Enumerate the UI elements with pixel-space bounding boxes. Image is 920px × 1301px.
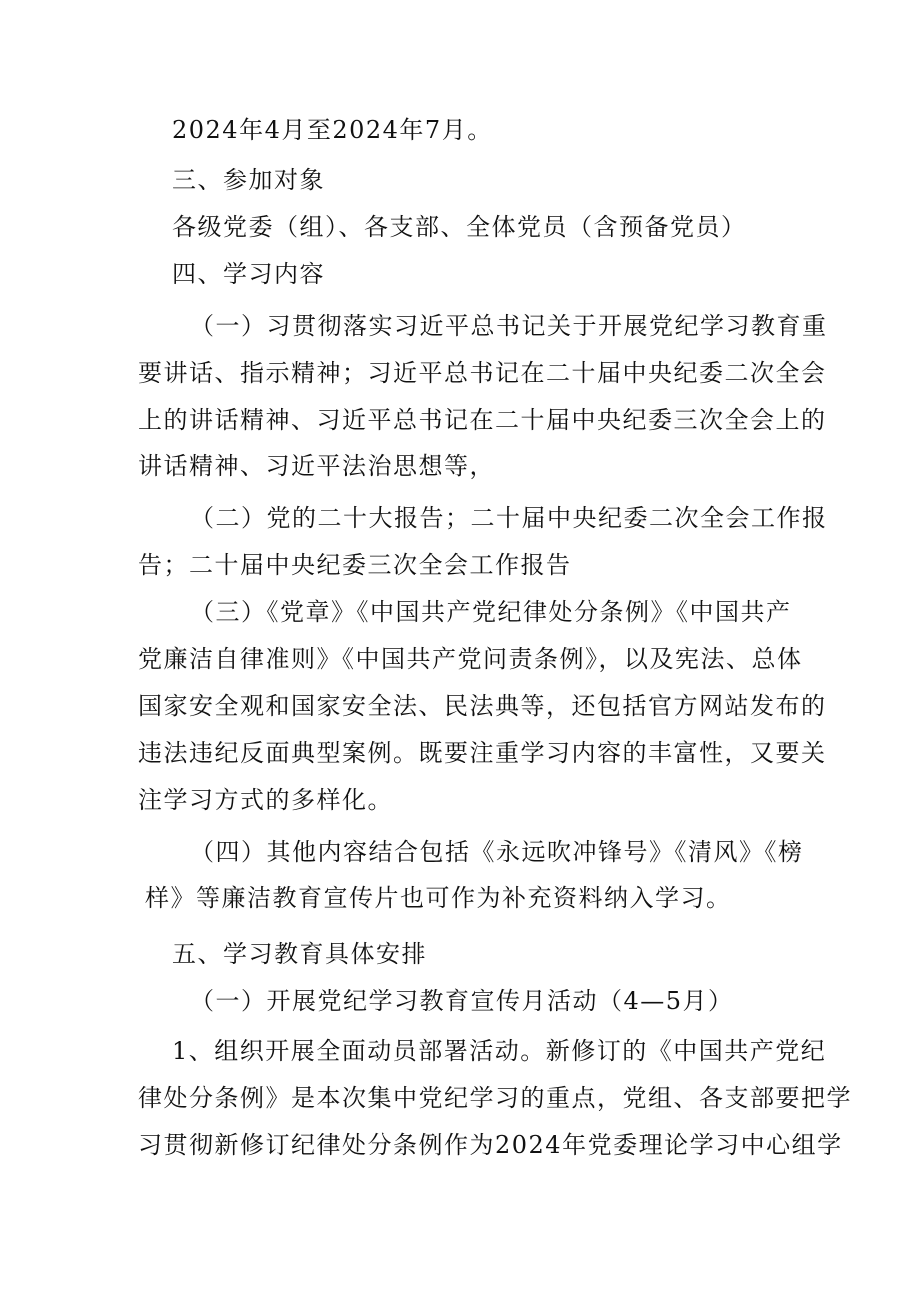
paragraph-arrangement-1-line-1: 1、组织开展全面动员部署活动。新修订的《中国共产党纪: [172, 1037, 827, 1065]
paragraph-content-1-line-2: 要讲话、指示精神；习近平总书记在二十届中央纪委二次全会: [138, 359, 827, 387]
paragraph-content-3-line-1: （三）《党章》《中国共产党纪律处分条例》《中国共产: [190, 598, 792, 626]
paragraph-content-4-line-2: 样》等廉洁教育宣传片也可作为补充资料纳入学习。: [145, 884, 732, 912]
heading-participants: 三、参加对象: [172, 166, 325, 194]
text-line-participants: 各级党委（组）、各支部、全体党员（含预备党员）: [172, 213, 747, 241]
paragraph-arrangement-1-line-2: 律处分条例》是本次集中党纪学习的重点，党组、各支部要把学: [138, 1084, 852, 1112]
paragraph-content-2-line-2: 告；二十届中央纪委三次全会工作报告: [138, 551, 572, 579]
paragraph-arrangement-1-line-3: 习贯彻新修订纪律处分条例作为2024年党委理论学习中心组学: [138, 1131, 843, 1159]
paragraph-content-2-line-1: （二）党的二十大报告；二十届中央纪委二次全会工作报: [190, 504, 828, 532]
paragraph-content-1-line-3: 上的讲话精神、习近平总书记在二十届中央纪委三次全会上的: [138, 406, 827, 434]
subheading-publicity-month: （一）开展党纪学习教育宣传月活动（4—5月）: [190, 987, 734, 1015]
paragraph-content-3-line-3: 国家安全观和国家安全法、民法典等，还包括官方网站发布的: [138, 692, 827, 720]
paragraph-content-3-line-4: 违法违纪反面典型案例。既要注重学习内容的丰富性，又要关: [138, 739, 827, 767]
paragraph-content-1-line-4: 讲话精神、习近平法治思想等，: [138, 452, 495, 480]
text-line-period: 2024年4月至2024年7月。: [172, 116, 493, 144]
paragraph-content-3-line-5: 注学习方式的多样化。: [138, 786, 393, 814]
paragraph-content-4-line-1: （四）其他内容结合包括《永远吹冲锋号》《清风》《榜: [190, 838, 804, 866]
heading-arrangements: 五、学习教育具体安排: [172, 940, 427, 968]
heading-study-content: 四、学习内容: [172, 260, 325, 288]
paragraph-content-3-line-2: 党廉洁自律准则》《中国共产党问责条例》，以及宪法、总体: [138, 645, 803, 673]
paragraph-content-1-line-1: （一）习贯彻落实习近平总书记关于开展党纪学习教育重: [190, 312, 828, 340]
